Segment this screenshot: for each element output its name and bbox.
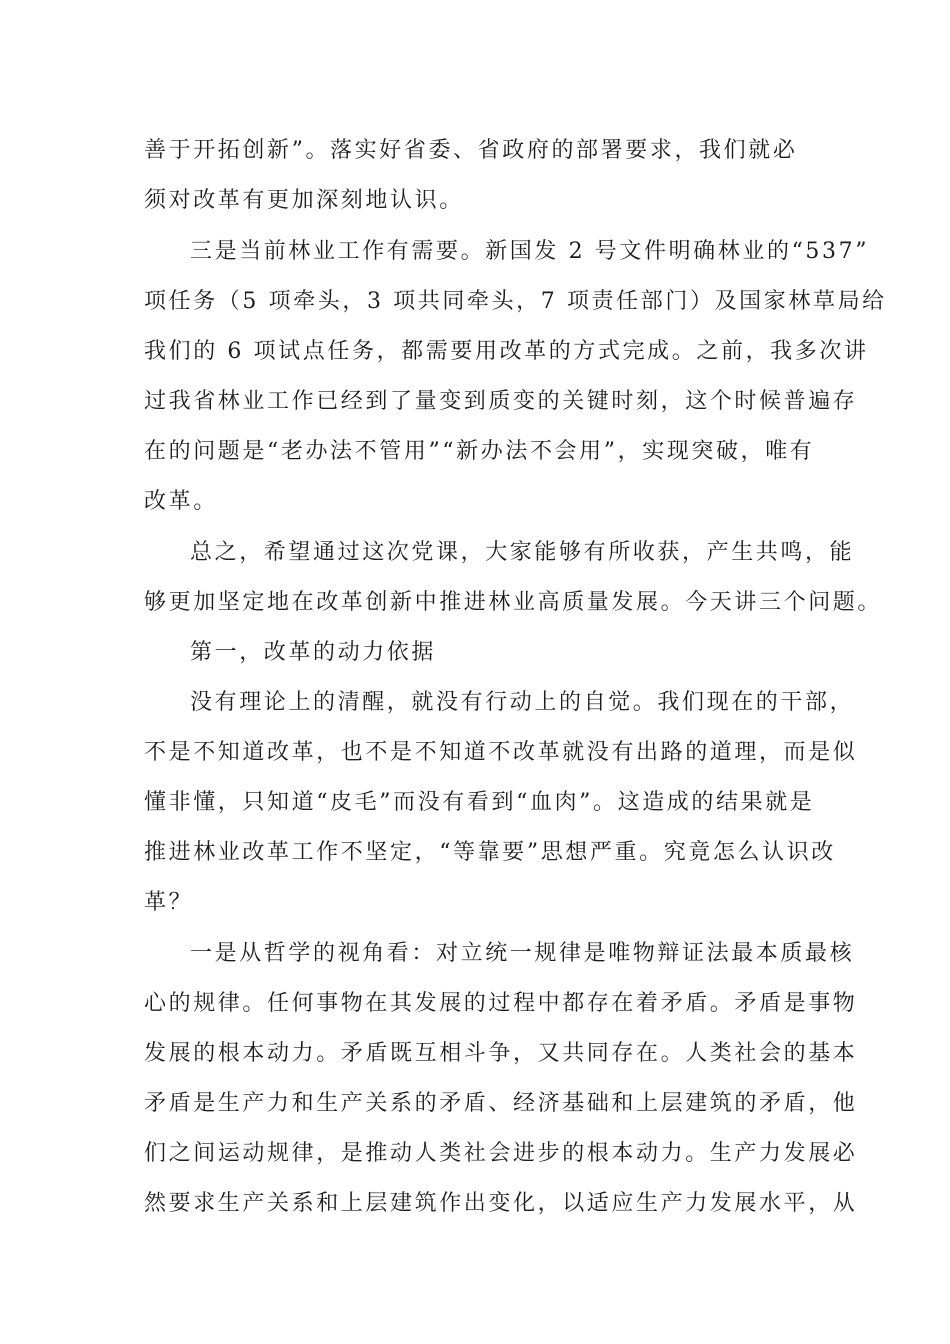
text-line: 不是不知道改革，也不是不知道不改革就没有出路的道理，而是似 bbox=[144, 740, 858, 765]
text-line: 在的问题是“老办法不管用”“新办法不会用”，实现突破，唯有 bbox=[144, 439, 815, 464]
text-line: 发展的根本动力。矛盾既互相斗争，又共同存在。人类社会的基本 bbox=[144, 1041, 858, 1066]
paragraph-start-line: 没有理论上的清醒，就没有行动上的自觉。我们现在的干部， bbox=[190, 690, 855, 715]
text-line: 们之间运动规律，是推动人类社会进步的根本动力。生产力发展必 bbox=[144, 1141, 858, 1166]
text-line: 项任务（5 项牵头，3 项共同牵头，7 项责任部门）及国家林草局给 bbox=[144, 289, 887, 314]
text-line: 心的规律。任何事物在其发展的过程中都存在着矛盾。矛盾是事物 bbox=[144, 991, 858, 1016]
paragraph-start-line: 一是从哲学的视角看：对立统一规律是唯物辩证法最本质最核 bbox=[190, 941, 855, 966]
text-line: 矛盾是生产力和生产关系的矛盾、经济基础和上层建筑的矛盾，他 bbox=[144, 1091, 858, 1116]
section-heading: 第一，改革的动力依据 bbox=[190, 640, 437, 665]
text-line: 须对改革有更加深刻地认识。 bbox=[144, 188, 464, 213]
text-line: 推进林业改革工作不坚定，“等靠要”思想严重。究竟怎么认识改 bbox=[144, 840, 836, 865]
paragraph-start-line: 总之，希望通过这次党课，大家能够有所收获，产生共鸣，能 bbox=[190, 540, 855, 565]
paragraph-start-line: 三是当前林业工作有需要。新国发 2 号文件明确林业的“537” bbox=[190, 239, 870, 264]
text-line: 我们的 6 项试点任务，都需要用改革的方式完成。之前，我多次讲 bbox=[144, 339, 869, 364]
text-line: 够更加坚定地在改革创新中推进林业高质量发展。今天讲三个问题。 bbox=[144, 590, 883, 615]
text-line: 过我省林业工作已经到了量变到质变的关键时刻，这个时候普遍存 bbox=[144, 389, 858, 414]
text-line: 然要求生产关系和上层建筑作出变化，以适应生产力发展水平，从 bbox=[144, 1191, 858, 1216]
text-line: 懂非懂，只知道“皮毛”而没有看到“血肉”。这造成的结果就是 bbox=[144, 790, 815, 815]
text-line: 善于开拓创新”。落实好省委、省政府的部署要求，我们就必 bbox=[144, 138, 798, 163]
text-line: 改革。 bbox=[144, 489, 218, 514]
text-line: 革？ bbox=[144, 890, 194, 915]
